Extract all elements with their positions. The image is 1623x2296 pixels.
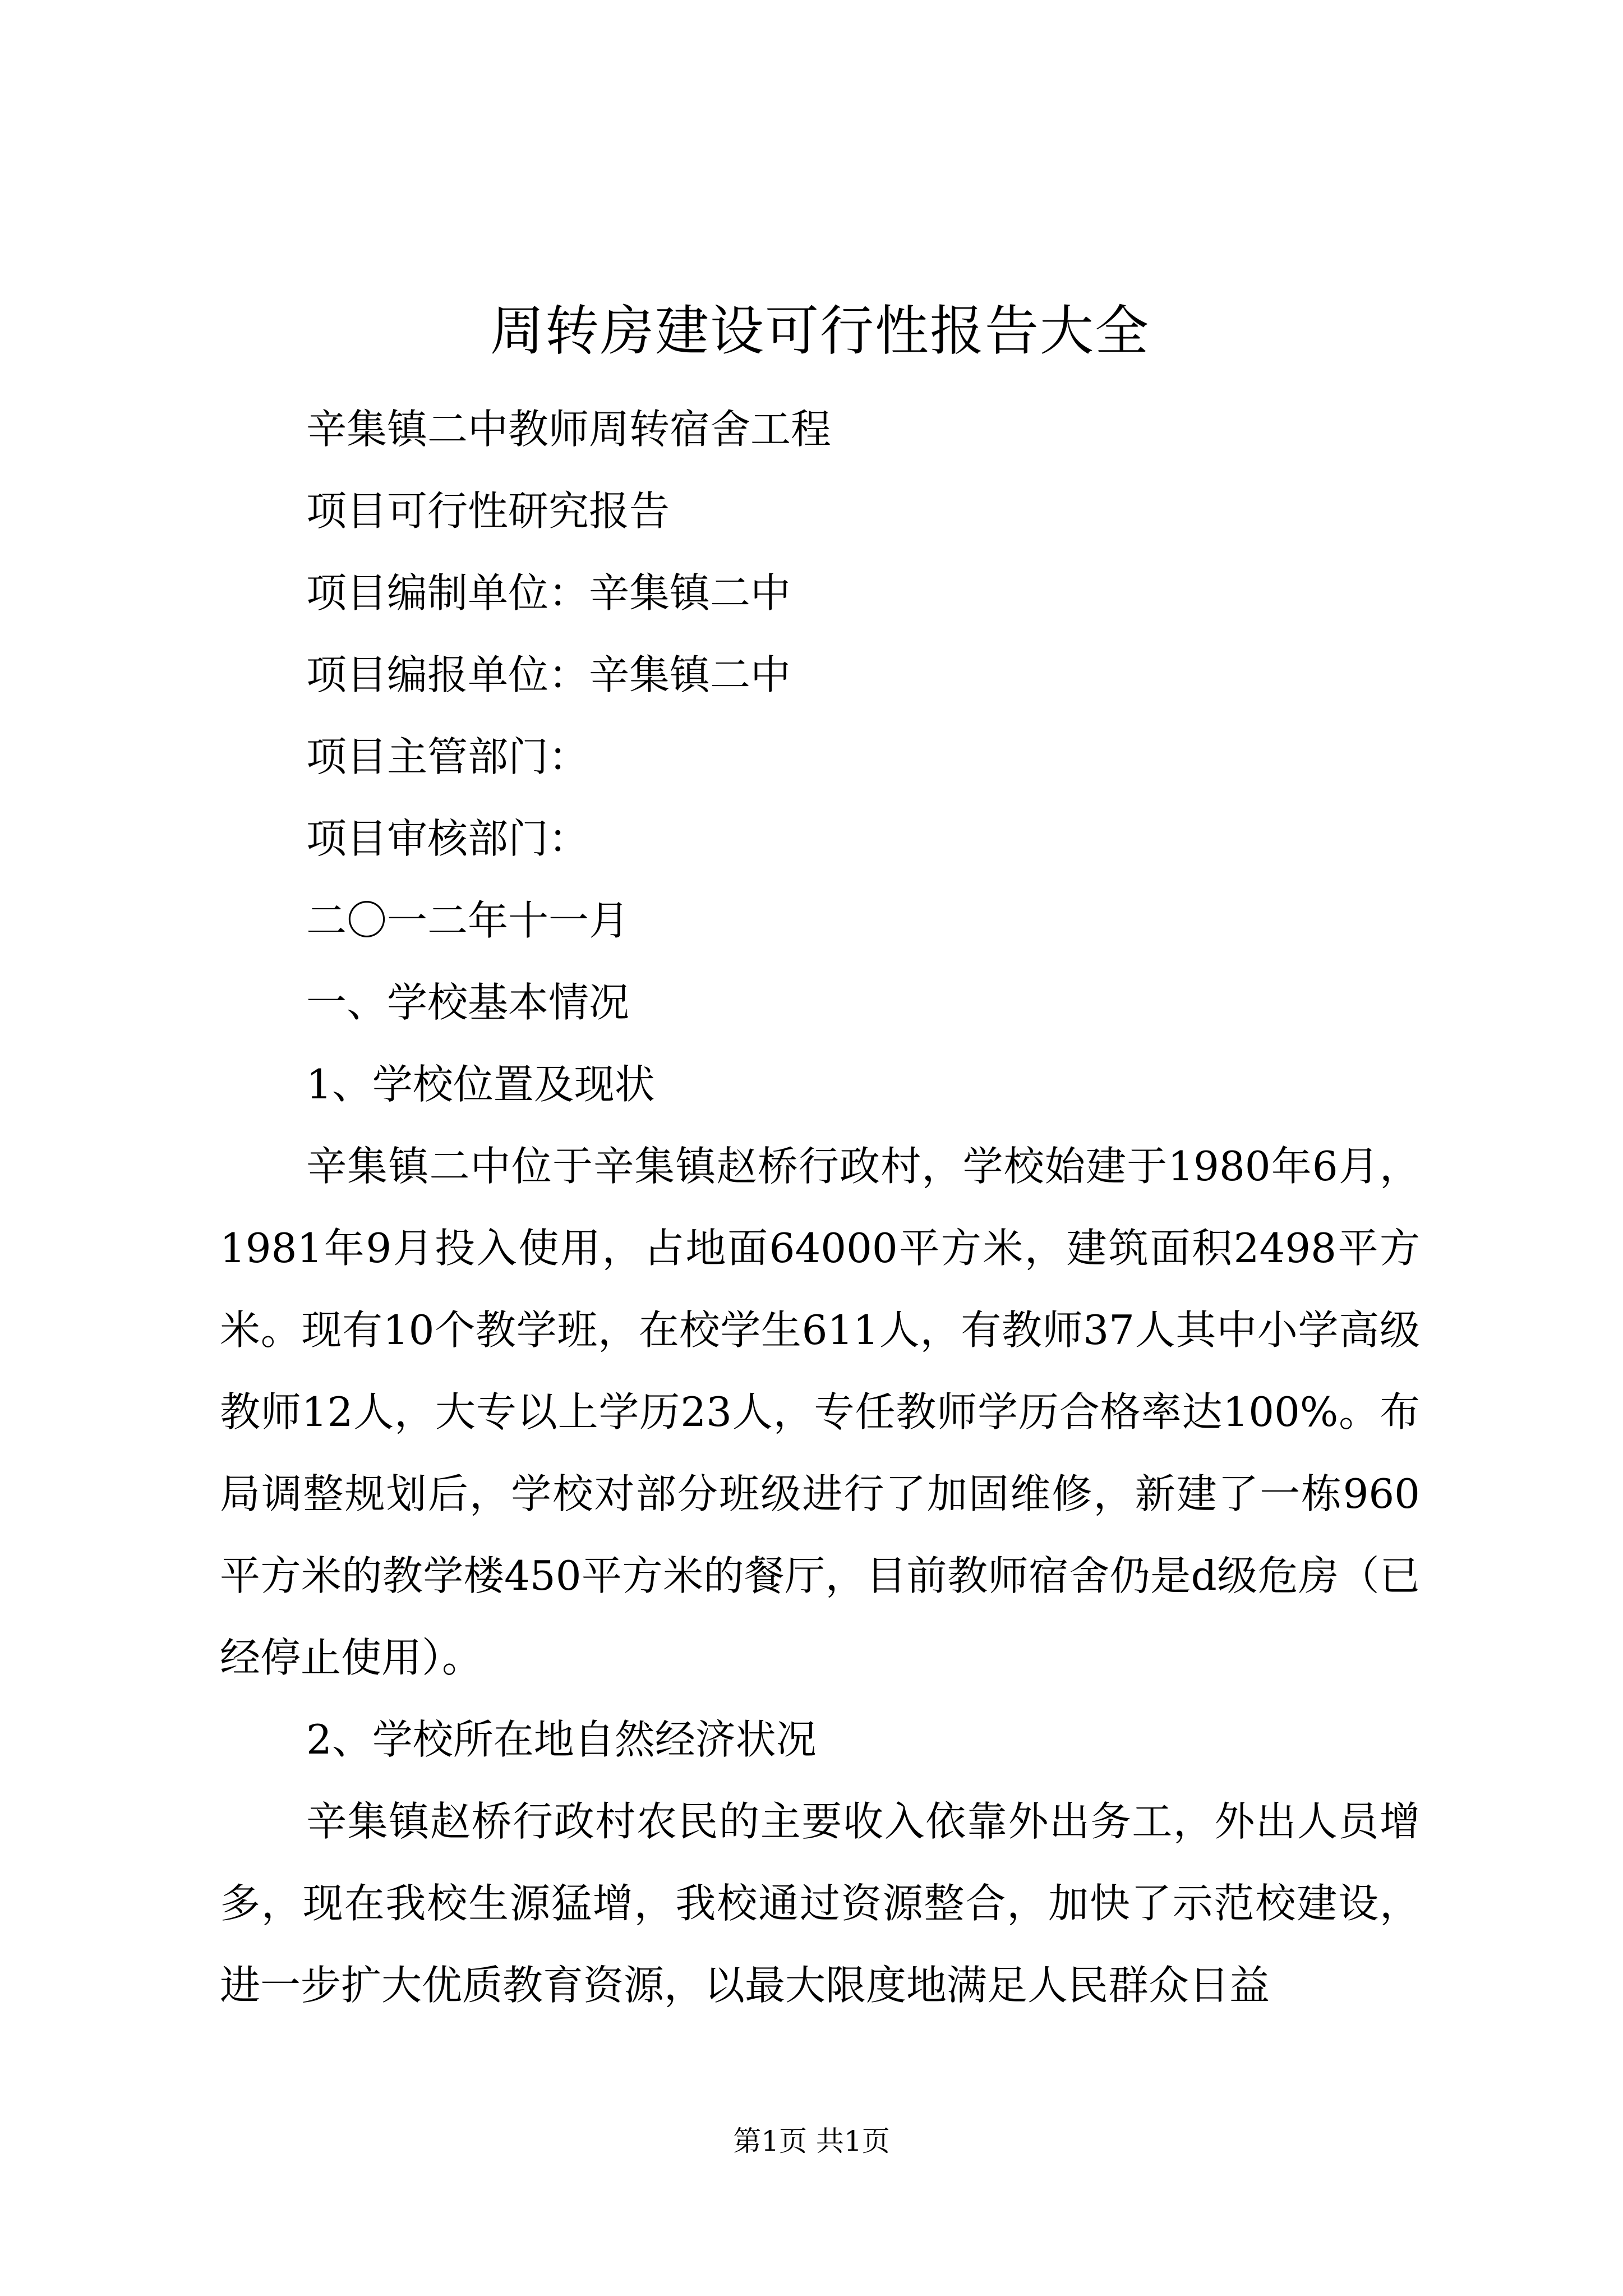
document-title: 周转房建设可行性报告大全 bbox=[490, 300, 1150, 362]
compiling-unit-line: 项目编制单位：辛集镇二中 bbox=[306, 569, 791, 616]
project-name-line: 辛集镇二中教师周转宿舍工程 bbox=[306, 406, 832, 453]
reporting-unit-line: 项目编报单位：辛集镇二中 bbox=[306, 651, 791, 698]
section-heading-1: 一、学校基本情况 bbox=[306, 979, 630, 1026]
subsection-heading-2: 2、学校所在地自然经济状况 bbox=[306, 1716, 817, 1763]
report-type-line: 项目可行性研究报告 bbox=[306, 487, 670, 535]
page-footer: 第1页 共1页 bbox=[733, 2125, 890, 2157]
body-paragraph-2: 辛集镇赵桥行政村农民的主要收入依靠外出务工，外出人员增多，现在我校生源猛增，我校通过资源整合，加快了示范校建设，进一步扩大优质教育资源，以最大限度地满足人民群众日益 bbox=[220, 1798, 1420, 2009]
body-paragraph-1: 辛集镇二中位于辛集镇赵桥行政村，学校始建于1980年6月，1981年9月投入使用，占地面64000平方米，建筑面积2498平方米。现有10个教学班，在校学生611人，有教师37人其中小学高级教师12人，大专以上学历23人，专任教师学历合格率达100%。布局调整规划后，学校对部分班级进行了加固维修，新建了一栋960平方米的教学楼450平方米的餐厅，目前教师宿舍仍是d级危房（已经停止使用）。 bbox=[220, 1143, 1420, 1681]
document-body bbox=[220, 280, 1420, 2026]
date-line: 二〇一二年十一月 bbox=[306, 897, 630, 944]
supervising-dept-line: 项目主管部门： bbox=[306, 733, 589, 780]
subsection-heading-1: 1、学校位置及现状 bbox=[306, 1061, 655, 1108]
reviewing-dept-line: 项目审核部门： bbox=[306, 815, 589, 862]
